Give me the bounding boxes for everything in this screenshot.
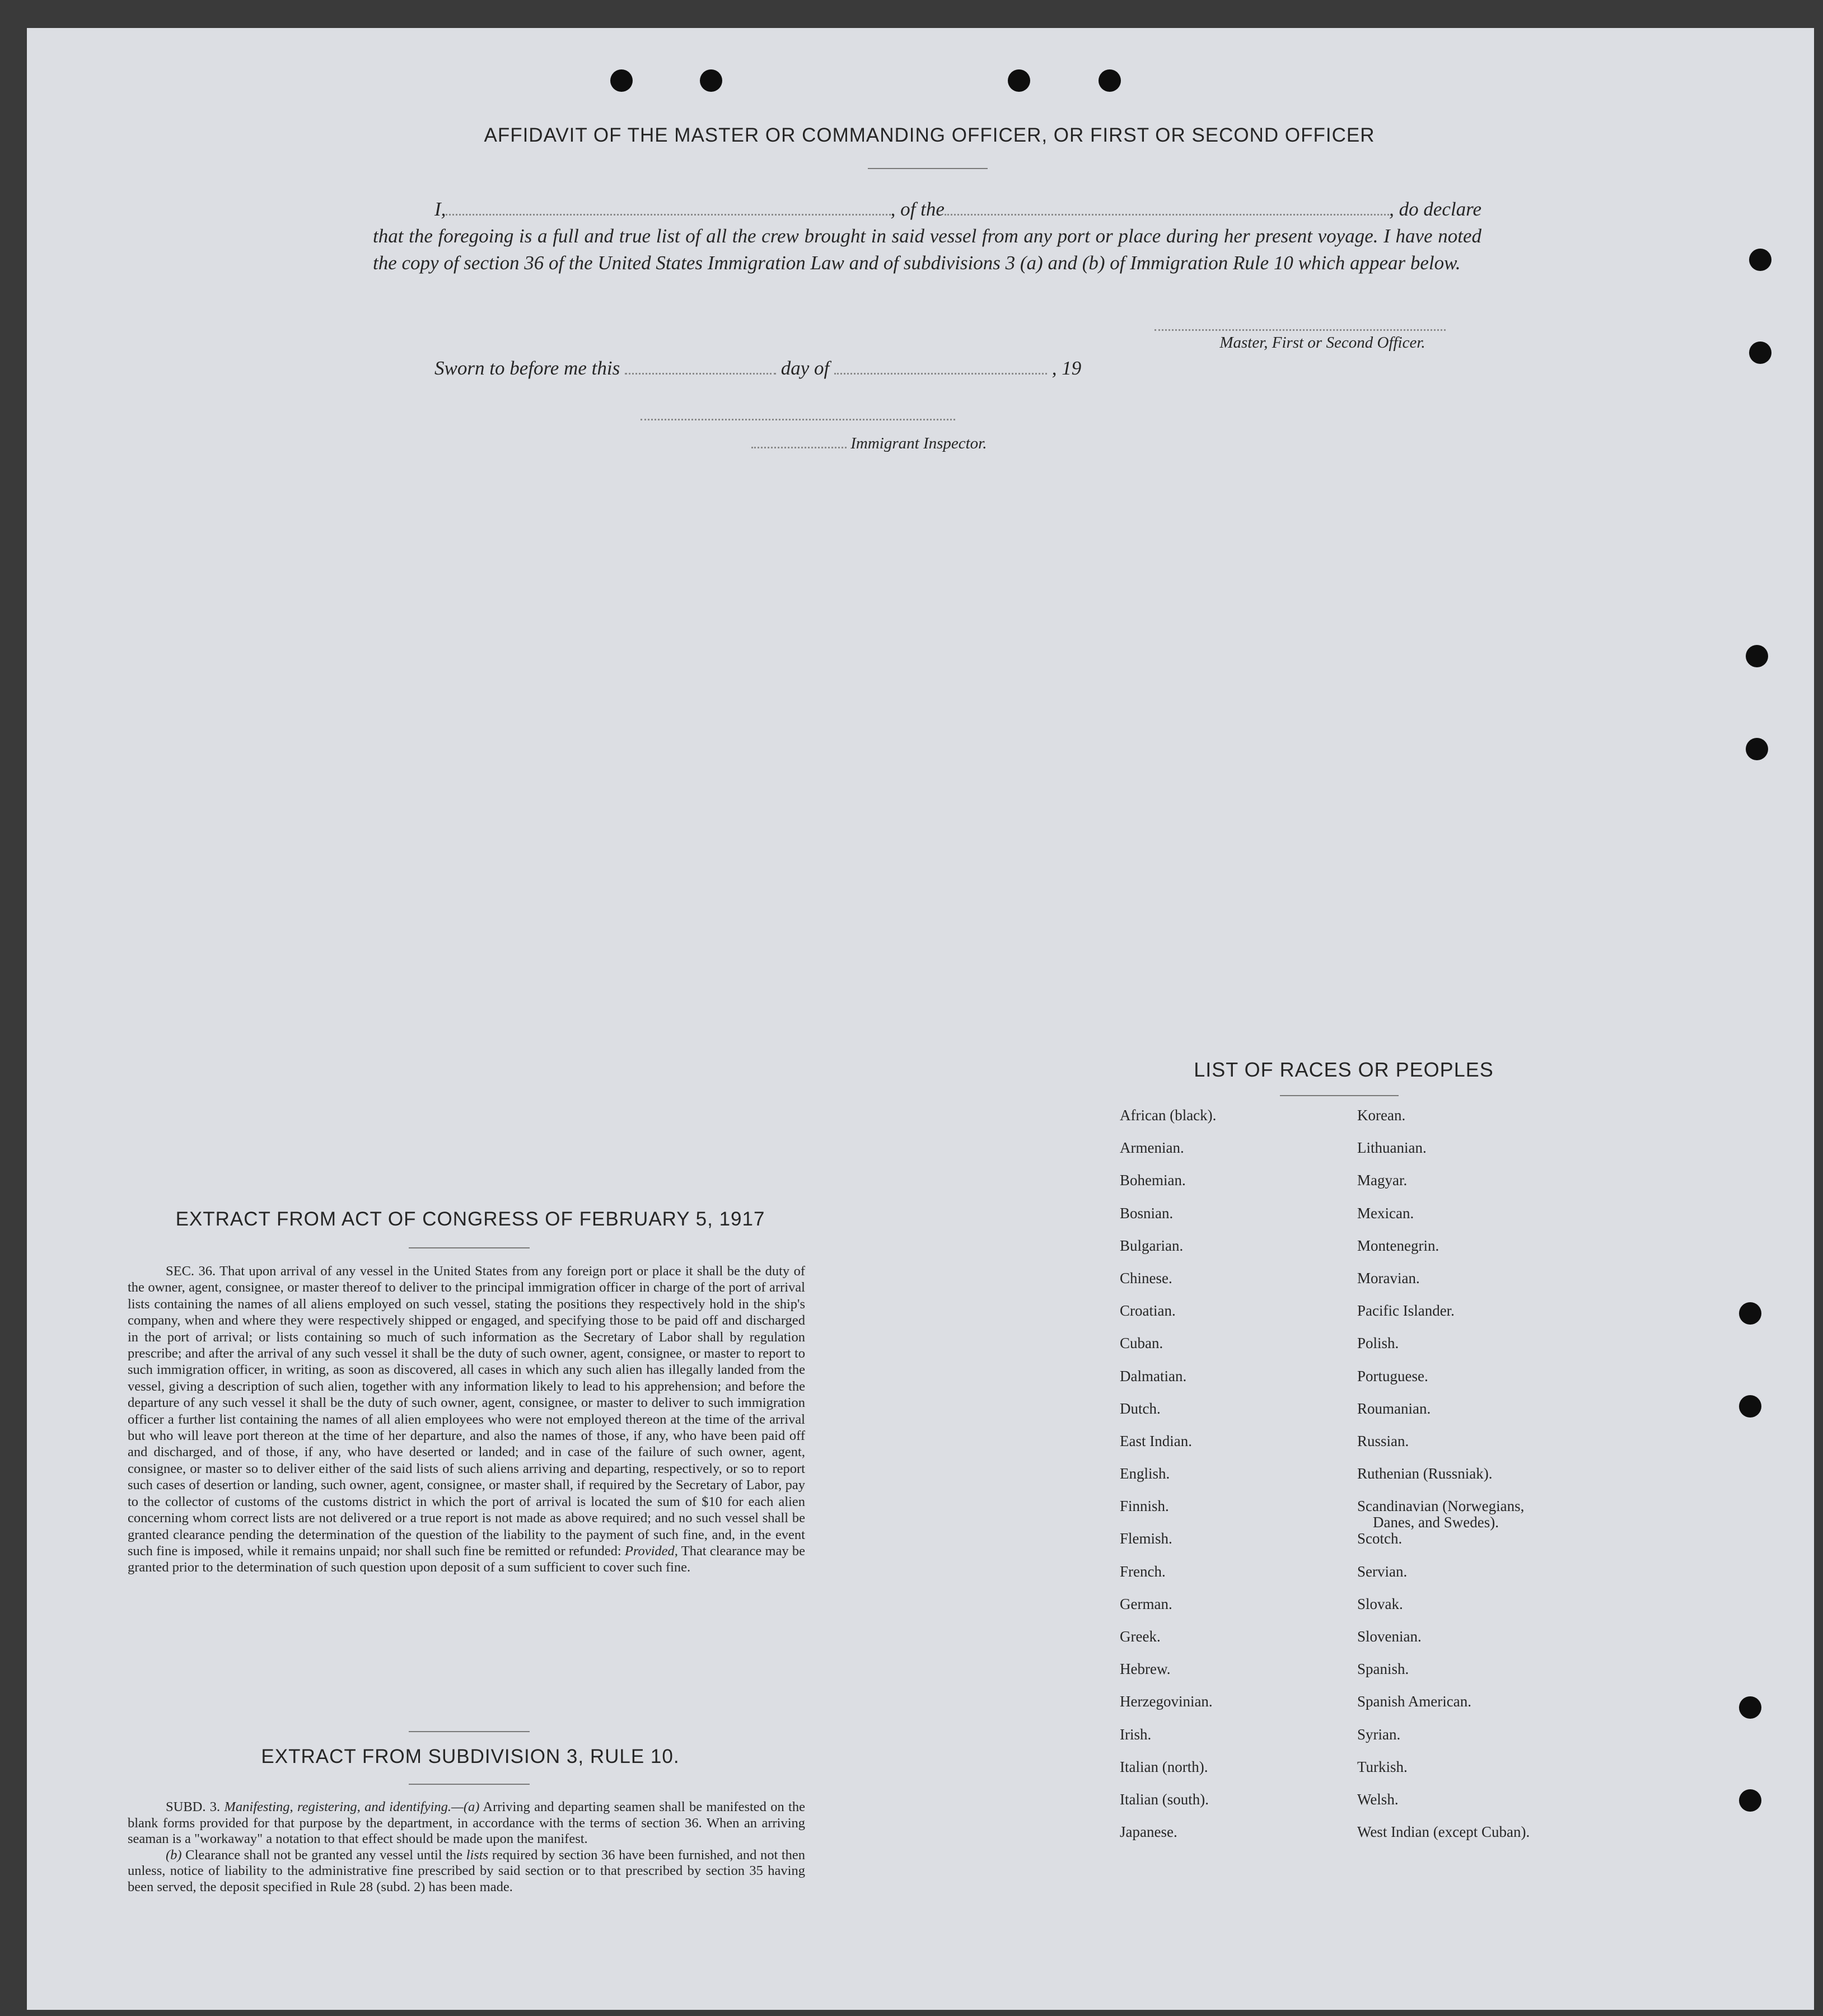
section-36-end: That clearance may be granted prior to the determination of such question upon deposit of a sum sufficient to cover such fine. <box>128 1543 806 1575</box>
race-label: Finnish. <box>1120 1498 1169 1515</box>
race-item <box>1357 1564 1604 1596</box>
affidavit-title: AFFIDAVIT OF THE MASTER OR COMMANDING OFFICER, OR FIRST OR SECOND OFFICER <box>484 124 1375 146</box>
declaration-i: I, <box>434 198 446 220</box>
subdivision-b <box>128 1847 805 1896</box>
race-label: Bosnian. <box>1120 1204 1174 1222</box>
master-signature-block <box>1182 334 1462 352</box>
subd-b-text-1: Clearance shall not be granted any vessel until the <box>185 1847 463 1863</box>
subd-label: SUBD. 3. <box>166 1799 221 1814</box>
sworn-line <box>434 357 1081 380</box>
inspector-block <box>751 434 987 453</box>
race-item <box>1120 1824 1366 1856</box>
race-label: East Indian. <box>1120 1432 1192 1449</box>
declaration-text <box>373 196 1481 277</box>
punch-hole <box>1746 738 1768 760</box>
punch-hole <box>1739 1789 1761 1812</box>
race-item <box>1357 1107 1604 1140</box>
race-label: Montenegrin. <box>1357 1237 1439 1254</box>
race-item <box>1357 1401 1604 1433</box>
race-item <box>1357 1433 1604 1466</box>
subd-heading: Manifesting, registering, and identifying.— <box>224 1799 464 1814</box>
race-item <box>1357 1270 1604 1303</box>
race-label: Lithuanian. <box>1357 1139 1427 1157</box>
race-item <box>1120 1270 1366 1303</box>
race-item <box>1357 1759 1604 1792</box>
subd-b-text-2: required by section 36 have been furnished, and not then unless, notice of liability to the administrative fine prescribed by said section or to that prescribed by section 35 having been served, the deposit specified in Rule 28 (subd. 2) has been made. <box>128 1847 806 1895</box>
race-item <box>1357 1661 1604 1694</box>
race-label: Turkish. <box>1357 1758 1408 1775</box>
punch-hole <box>1739 1696 1761 1719</box>
subdivision-3-text <box>128 1799 805 1895</box>
race-label: African (black). <box>1120 1107 1217 1124</box>
punch-hole <box>1739 1395 1761 1418</box>
race-item <box>1357 1498 1604 1531</box>
sworn-year: , 19 <box>1051 357 1082 379</box>
declaration-body: that the foregoing is a full and true list of all the crew brought in said vessel from any port or place during her present voyage. I have noted the copy of section 36 of the United States Immigration Law and of subdivisions 3 (a) and (b) of Immigration Rule 10 which appear below. <box>373 225 1481 274</box>
race-label: Spanish. <box>1357 1660 1409 1678</box>
race-label: Greek. <box>1120 1628 1161 1645</box>
section-divider <box>409 1731 530 1732</box>
race-item <box>1120 1401 1366 1433</box>
race-label: English. <box>1120 1465 1170 1482</box>
race-item <box>1120 1694 1366 1726</box>
day-blank <box>625 359 776 375</box>
race-label: West Indian (except Cuban). <box>1357 1823 1530 1841</box>
race-label: Polish. <box>1357 1335 1399 1352</box>
race-label: Flemish. <box>1120 1530 1172 1547</box>
master-signature-line <box>1154 329 1446 331</box>
race-label: Roumanian. <box>1357 1400 1431 1417</box>
race-label: Irish. <box>1120 1725 1152 1743</box>
race-label: Dutch. <box>1120 1400 1161 1417</box>
race-item <box>1120 1172 1366 1205</box>
sworn-day-of: day of <box>780 357 830 379</box>
sworn-prefix: Sworn to before me this <box>434 357 620 379</box>
inspector-signature-line <box>641 419 955 420</box>
race-label: Bulgarian. <box>1120 1237 1184 1254</box>
name-blank <box>446 200 890 216</box>
race-item <box>1357 1824 1604 1856</box>
subd-a-text: Arriving and departing seamen shall be manifested on the blank forms provided for that purpose by the department, in accordance with the terms of section 36. When an arriving seaman is a "workaway" a notation to that effect should be made upon the manifest. <box>128 1799 805 1846</box>
race-label: Spanish American. <box>1357 1693 1471 1710</box>
race-item <box>1357 1466 1604 1498</box>
race-item <box>1120 1335 1366 1368</box>
section-36-text <box>128 1263 805 1576</box>
race-label-continuation: Danes, and Swedes). <box>1373 1514 1499 1531</box>
race-label: Croatian. <box>1120 1302 1176 1320</box>
race-item <box>1357 1629 1604 1661</box>
master-label: Master, First or Second Officer. <box>1219 334 1425 352</box>
race-item <box>1120 1531 1366 1563</box>
race-label: Ruthenian (Russniak). <box>1357 1465 1493 1482</box>
subd-b-lists: lists <box>466 1847 489 1863</box>
race-label: Dalmatian. <box>1120 1367 1187 1384</box>
subd-b-letter: (b) <box>166 1847 182 1863</box>
race-item <box>1357 1596 1604 1629</box>
punch-hole <box>700 69 722 92</box>
race-label: Magyar. <box>1357 1172 1408 1189</box>
race-label: Cuban. <box>1120 1335 1163 1352</box>
race-item <box>1120 1759 1366 1792</box>
race-item <box>1120 1661 1366 1694</box>
month-blank <box>834 359 1047 375</box>
race-label: French. <box>1120 1563 1166 1580</box>
declaration-of-the: , of the <box>890 198 945 220</box>
race-item <box>1357 1205 1604 1238</box>
act-title-underline <box>409 1247 530 1248</box>
race-label: Chinese. <box>1120 1269 1172 1287</box>
race-label: Mexican. <box>1357 1204 1414 1222</box>
race-item <box>1120 1564 1366 1596</box>
race-label: Servian. <box>1357 1563 1408 1580</box>
race-label: Hebrew. <box>1120 1660 1171 1678</box>
subd-a-letter: (a) <box>463 1799 480 1814</box>
punch-hole <box>1739 1302 1761 1325</box>
punch-hole <box>1099 69 1121 92</box>
race-item <box>1120 1498 1366 1531</box>
act-extract-title: EXTRACT FROM ACT OF CONGRESS OF FEBRUARY 5, 1917 <box>175 1208 765 1230</box>
race-label: German. <box>1120 1595 1172 1612</box>
punch-hole <box>1008 69 1030 92</box>
punch-hole <box>1749 249 1771 271</box>
race-item <box>1120 1303 1366 1335</box>
race-item <box>1120 1368 1366 1401</box>
race-item <box>1357 1140 1604 1172</box>
race-label: Portuguese. <box>1357 1367 1428 1384</box>
race-item <box>1120 1433 1366 1466</box>
inspector-label: Immigrant Inspector. <box>850 434 987 452</box>
rule-title-underline <box>409 1784 530 1785</box>
title-underline <box>868 168 988 169</box>
race-label: Italian (north). <box>1120 1758 1208 1775</box>
race-item <box>1357 1335 1604 1368</box>
races-column-2 <box>1357 1107 1604 1856</box>
race-label: Syrian. <box>1357 1725 1401 1743</box>
race-label: Italian (south). <box>1120 1790 1209 1808</box>
race-item <box>1120 1238 1366 1270</box>
race-label: Slovak. <box>1357 1595 1403 1612</box>
inspector-blank <box>751 436 847 448</box>
race-label: Slovenian. <box>1357 1628 1422 1645</box>
race-item <box>1357 1172 1604 1205</box>
race-label: Korean. <box>1357 1107 1406 1124</box>
punch-hole <box>1746 645 1768 667</box>
race-item <box>1357 1727 1604 1759</box>
punch-hole <box>610 69 633 92</box>
section-36-provided: Provided, <box>624 1543 678 1559</box>
declaration-do-declare: , do declare <box>1389 198 1482 220</box>
race-label: Armenian. <box>1120 1139 1184 1157</box>
race-item <box>1120 1205 1366 1238</box>
race-label: Moravian. <box>1357 1269 1420 1287</box>
races-column-1 <box>1120 1107 1366 1856</box>
race-item <box>1120 1596 1366 1629</box>
race-item <box>1357 1694 1604 1726</box>
section-36-body: SEC. 36. That upon arrival of any vessel in the United States from any foreign port or place it shall be the duty of the owner, agent, consignee, or master thereof to deliver to the principal immigration officer in charge of the port of arrival lists containing the names of all aliens employed on such vessel, stating the positions they respectively hold in the ship's company, when and where they were respectively shipped or engaged, and specifying those to be paid off and discharged in the port of arrival; or lists containing so much of such information as the Secretary of Labor shall by regulation prescribe; and after the arrival of any such vessel it shall be the duty of such owner, agent, consignee, or master to report to such immigration officer, in writing, as soon as discovered, all cases in which any such alien has illegally landed from the vessel, giving a description of such alien, together with any information likely to lead to his apprehension; and before the departure of any such vessel it shall be the duty of such owner, agent, consignee, or master to deliver to such immigration officer a further list containing the names of all alien employees who were not employed thereon at the time of the arrival but who will leave port thereon at the time of her departure, and also the names of those, if any, who have been paid off and discharged, and of those, if any, who have deserted or landed; and in case of the failure of such owner, agent, consignee, or master so to deliver either of the said lists of such aliens arriving and departing, respectively, or so to report such cases of desertion or landing, such owner, agent, consignee, or master shall, if required by the Secretary of Labor, pay to the collector of customs of the customs district in which the port of arrival is located the sum of $10 for each alien concerning whom correct lists are not delivered or a true report is not made as above required; and no such vessel shall be granted clearance pending the determination of the question of the liability to the payment of such fine, and, in the event such fine is imposed, while it remains unpaid; nor shall such fine be remitted or refunded: <box>128 1264 805 1559</box>
race-item <box>1120 1629 1366 1661</box>
declaration-first-line <box>373 196 1481 223</box>
race-item <box>1357 1531 1604 1563</box>
race-label: Scotch. <box>1357 1530 1403 1547</box>
race-label: Welsh. <box>1357 1790 1399 1808</box>
rule-extract-title: EXTRACT FROM SUBDIVISION 3, RULE 10. <box>261 1746 680 1767</box>
race-label: Pacific Islander. <box>1357 1302 1455 1320</box>
race-label: Japanese. <box>1120 1823 1177 1841</box>
race-item <box>1357 1303 1604 1335</box>
races-title-underline <box>1280 1095 1399 1096</box>
race-item <box>1120 1727 1366 1759</box>
race-label: Russian. <box>1357 1432 1409 1449</box>
vessel-blank <box>945 200 1389 216</box>
punch-hole <box>1749 342 1771 364</box>
race-item <box>1357 1238 1604 1270</box>
race-label: Bohemian. <box>1120 1172 1186 1189</box>
race-item <box>1120 1792 1366 1824</box>
races-title: LIST OF RACES OR PEOPLES <box>1194 1058 1494 1081</box>
race-item <box>1357 1792 1604 1824</box>
race-item <box>1357 1368 1604 1401</box>
race-label: Herzegovinian. <box>1120 1693 1213 1710</box>
subdivision-a <box>128 1799 805 1847</box>
race-item <box>1120 1140 1366 1172</box>
race-item <box>1120 1107 1366 1140</box>
race-item <box>1120 1466 1366 1498</box>
race-label: Scandinavian (Norwegians, <box>1357 1498 1525 1515</box>
